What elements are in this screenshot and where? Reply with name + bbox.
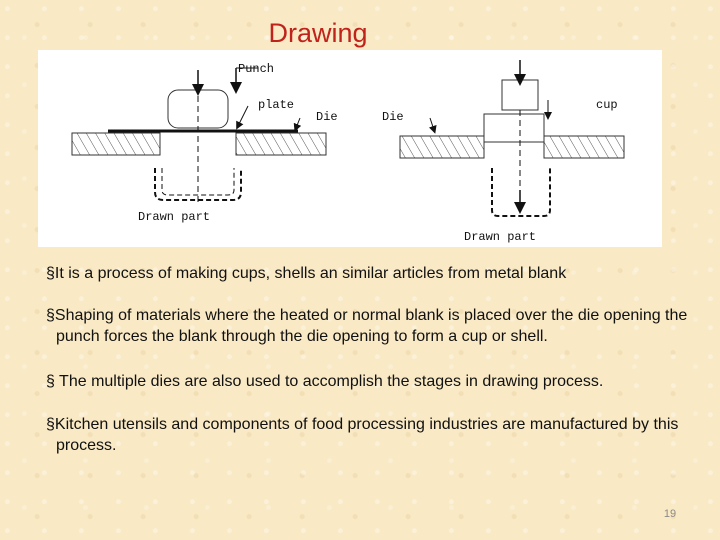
- diagram-svg: [38, 50, 662, 247]
- bullet-text: §Kitchen utensils and components of food processing industries are manufactured by this process.: [46, 416, 679, 454]
- die-label-right: Die: [382, 110, 404, 124]
- drawing-process-diagram: [38, 50, 662, 247]
- right-drawn-part-outline: [492, 168, 550, 216]
- bullet-text: § The multiple dies are also used to accomplish the stages in drawing process.: [46, 373, 604, 390]
- die-label-arrow-left: [296, 118, 300, 128]
- left-die-block-right: [236, 133, 326, 155]
- drawn-part-label-left: Drawn part: [138, 210, 211, 224]
- page-number: 19: [663, 508, 677, 520]
- bullet-text: §Shaping of materials where the heated or normal blank is placed over the die opening the punch forces the blank through the die opening to form a cup or shell.: [46, 307, 688, 345]
- cup-label: cup: [596, 98, 618, 112]
- die-label-left: Die: [316, 110, 338, 124]
- right-die-assembly: [400, 60, 624, 216]
- cup-in-die: [484, 114, 544, 142]
- right-punch: [502, 80, 538, 110]
- bullet-item: [46, 414, 706, 456]
- bullet-text: §It is a process of making cups, shells an similar articles from metal blank: [46, 265, 567, 282]
- plate-label: plate: [258, 98, 295, 112]
- left-die-assembly: [72, 68, 326, 205]
- drawn-part-label-right: Drawn part: [464, 230, 537, 244]
- right-die-block-right: [544, 136, 624, 158]
- punch-label: Punch: [238, 62, 275, 76]
- bullet-item: [46, 371, 686, 392]
- plate-label-arrow: [238, 106, 248, 126]
- bullet-item: [46, 263, 666, 284]
- right-die-block-left: [400, 136, 484, 158]
- bullet-item: [46, 305, 712, 347]
- die-label-arrow-right: [430, 118, 434, 130]
- left-die-block-left: [72, 133, 160, 155]
- slide-title: Drawing: [268, 18, 368, 48]
